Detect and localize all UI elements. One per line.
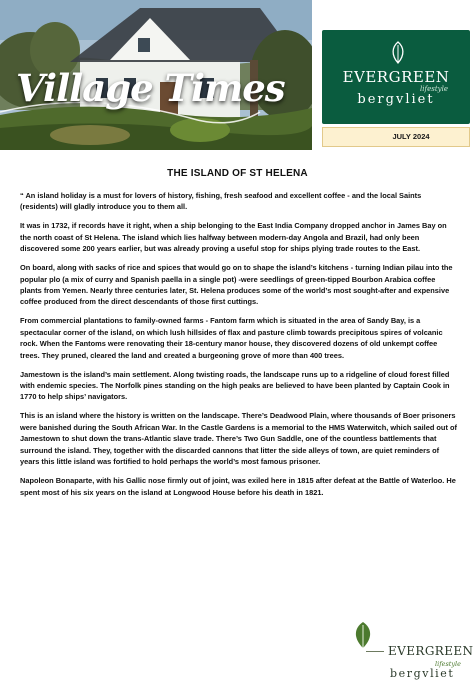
footer-brand-name: EVERGREEN	[388, 644, 474, 658]
article-paragraph: From commercial plantations to family-owned farms - Fantom farm which is situated in the area of Sandy Bay, is a spectacular corner of the island, on which lush hillsides of flax and pasture climb towards precipitous spires of volcanic rock. When the Fantoms were renovating their 18-century manor house, they discovered dozens of old unkempt coffee trees. They pruned, cleared the land and created a burgeoning grove of more than 400 trees.	[20, 316, 443, 360]
footer-brand-subtitle: lifestyle	[435, 660, 461, 668]
footer-brand-location: bergvliet	[390, 667, 455, 680]
footer-logo	[340, 616, 474, 682]
leaf-icon	[390, 41, 406, 65]
footer-rule	[366, 651, 384, 652]
issue-date: JULY 2024	[322, 127, 470, 147]
evergreen-logo	[322, 30, 470, 124]
article-title: THE ISLAND OF ST HELENA	[167, 168, 308, 179]
article-paragraph: On board, along with sacks of rice and spices that would go on to shape the island’s kitchens - turning Indian pilau into the popular plo (a mix of curry and Spanish paella in a single pot) -were seedlings of green-tipped Bourbon Arabica coffee plants from Yemen. Nearly three centuries later, St. Helena produces some of the world’s most sought-after and expensive coffee produced from the direct descendants of those first cuttings.	[20, 263, 453, 307]
leaf-icon	[348, 620, 378, 650]
article-body	[20, 190, 458, 506]
brand-subtitle: lifestyle	[420, 85, 448, 93]
brand-location: bergvliet	[357, 92, 435, 107]
brand-name: EVERGREEN	[342, 68, 450, 86]
article-paragraph: Jamestown is the island’s main settlement. Along twisting roads, the landscape runs up to a ridgeline of cloud forest filled with endemic species. The Norfolk pines standing on the high peaks are believed to have been planted by Captain Cook in 1770 to help ships’ navigators.	[20, 369, 450, 402]
article-paragraph: This is an island where the history is written on the landscape. There’s Deadwood Plain, where thousands of Boer prisoners were banished during the South African War. In the Castle Gardens is a memorial to the HMS Waterwitch, which sailed out of Jamestown to shut down the trans-Atlantic slave trade. There’s Two Gun Saddle, one of the countless battlements that surround the island. They, together with the discarded cannons that litter the side alleys of town, are quiet reminders of years this little island was fortified to hold perhaps the world’s most famous prisoner.	[20, 411, 457, 467]
article-paragraph: It was in 1732, if records have it right, when a ship belonging to the East India Company dropped anchor in James Bay on the north coast of St Helena. The island which lies halfway between modern-day Angola and Brazil, had only been discovered some 200 years earlier, but was already proving a useful stop for ships plying trade routes to the East.	[20, 221, 447, 254]
article-paragraph: Napoleon Bonaparte, with his Gallic nose firmly out of joint, was exiled here in 1815 after defeat at the Battle of Waterloo. He spent most of his six years on the island at Longwood House before his death in 1821.	[20, 476, 456, 497]
newsletter-header	[0, 0, 475, 150]
masthead-title: Village Times	[16, 66, 285, 110]
brand-panel	[312, 0, 475, 150]
header-photo	[0, 0, 312, 150]
article-paragraph: “ An island holiday is a must for lovers of history, fishing, fresh seafood and excellent coffee - and the local Saints (residents) will gladly introduce you to them all.	[20, 191, 422, 212]
